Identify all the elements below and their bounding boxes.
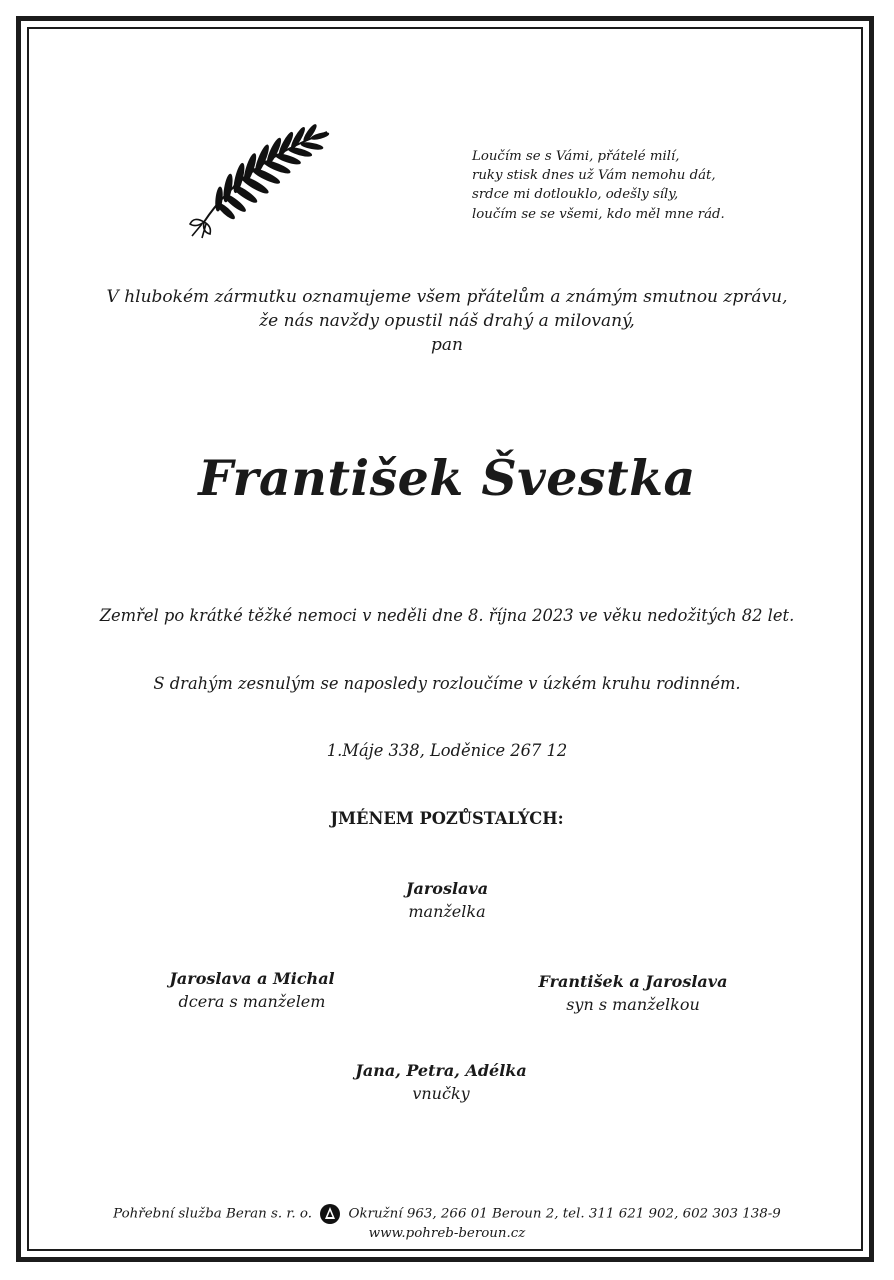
poem-line: Loučím se s Vámi, přátelé milí, [472,149,680,164]
funeral-company-name: Pohřební služba Beran s. r. o. [113,1206,312,1222]
poem-line: ruky stisk dnes už Vám nemohu dát, [472,168,716,184]
family-address: 1.Máje 338, Loděnice 267 12 [326,741,568,760]
mourner-name: František a Jaroslava [538,972,728,991]
intro-line-2: že nás navždy opustil náš drahý a milovaný, [259,311,635,331]
mourner-relation: syn s manželkou [566,995,700,1014]
mourner-relation: manželka [408,902,486,921]
farewell-poem [472,147,752,224]
mourner-name: Jaroslava a Michal [169,969,335,988]
mourner-son [483,970,783,1016]
mourner-relation: vnučky [412,1084,470,1103]
funeral-service-logo-icon [319,1203,341,1225]
poem-line: srdce mi dotlouklo, odešly síly, [472,187,679,203]
intro-line-1: V hlubokém zármutku oznamujeme všem přátelům a známým smutnou zprávu, [106,287,788,307]
deceased-name: František Švestka [198,449,696,507]
funeral-company-website[interactable]: www.pohreb-beroun.cz [368,1226,526,1241]
farewell-notice: S drahým zesnulým se naposledy rozloučíme v úzkém kruhu rodinném. [153,674,741,693]
mourner-daughter [102,967,402,1013]
mourner-name: Jana, Petra, Adélka [355,1061,527,1080]
funeral-service-footer [0,1203,894,1225]
mourners-heading: JMÉNEM POZŮSTALÝCH: [330,809,564,828]
funeral-company-contact: Okružní 963, 266 01 Beroun 2, tel. 311 621 902, 602 303 138-9 [348,1206,781,1222]
fern-branch-icon [182,124,332,244]
announcement-intro [0,285,894,357]
intro-line-3: pan [431,335,463,355]
mourner-grandchildren [291,1059,591,1105]
mourner-name: Jaroslava [405,879,489,898]
mourner-relation: dcera s manželem [178,992,326,1011]
poem-line: loučím se se všemi, kdo měl mne rád. [472,206,725,222]
mourner-wife [297,877,597,923]
death-notice: Zemřel po krátké těžké nemoci v neděli dne 8. října 2023 ve věku nedožitých 82 let. [99,606,795,625]
